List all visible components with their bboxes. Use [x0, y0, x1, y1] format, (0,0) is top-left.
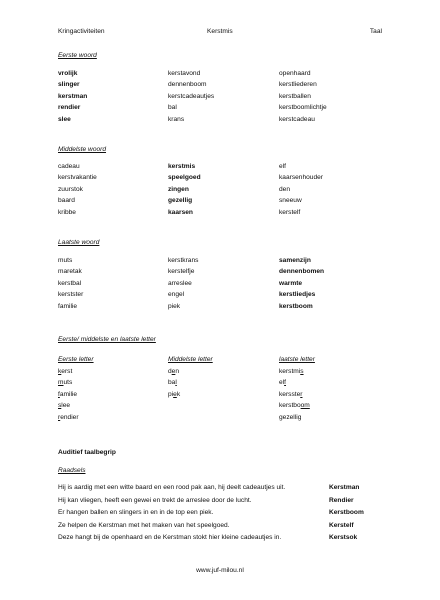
word-cell: vrolijk — [58, 70, 78, 77]
word-cell: krans — [168, 115, 185, 123]
riddle-question: Ze helpen de Kerstman met het maken van het speelgoed. — [58, 521, 230, 529]
riddle-answer: Kerstsok — [329, 534, 358, 542]
highlighted-letter: g — [297, 413, 302, 421]
letter-word: gezellig — [279, 413, 302, 421]
word-cell: dennenboom — [168, 81, 207, 89]
page-header — [58, 28, 382, 38]
letter-word: piek — [168, 390, 181, 398]
header-center: Kerstmis — [207, 28, 233, 35]
word-cell: warmte — [279, 279, 303, 287]
word-cell: zingen — [168, 185, 189, 193]
word-cell: kribbe — [58, 208, 76, 216]
riddle-answer: Kerstelf — [329, 521, 354, 529]
riddle-row — [58, 534, 388, 547]
word-cell: bal — [168, 104, 177, 112]
word-cell: slee — [58, 115, 71, 123]
letter-word: familie — [58, 390, 78, 398]
highlighted-letter: s — [58, 402, 62, 410]
letter-word: den — [168, 368, 180, 375]
word-cell: kerstster — [58, 291, 84, 299]
highlighted-letter: e — [171, 368, 176, 375]
riddle-list — [58, 484, 388, 547]
riddle-question: Hij is aardig met een witte baard en een rood pak aan, hij deelt cadeautjes uit. — [58, 484, 286, 491]
riddle-question: Deze hangt bij de openhaard en de Kerstman stokt hier kleine cadeautjes in. — [58, 534, 282, 542]
word-cell: kaarsen — [168, 208, 193, 216]
letter-word: kersster — [279, 390, 303, 398]
highlighted-letter: f — [58, 390, 60, 398]
riddle-question: Hij kan vliegen, heeft een gewei en trekt de arreslee door de lucht. — [58, 496, 252, 504]
word-cell: den — [279, 185, 291, 193]
riddle-question: Er hangen ballen en slingers in en in de top een piek. — [58, 509, 214, 517]
letter-word: kerstboom — [279, 402, 310, 410]
col-head-middelste: Middelste letter — [168, 356, 213, 363]
word-cell: kerstavond — [168, 70, 201, 77]
letter-column-heads — [58, 356, 378, 366]
word-cell: engel — [168, 291, 185, 299]
highlighted-letter: m — [58, 379, 64, 387]
riddle-row — [58, 522, 388, 535]
letter-word: kerst — [58, 368, 73, 375]
highlighted-letter: f — [284, 379, 286, 387]
section-title-eerste-woord: Eerste woord — [58, 52, 97, 59]
word-cell: sneeuw — [279, 197, 302, 205]
word-cell: kerstcadeautjes — [168, 92, 215, 100]
highlighted-letter: k — [58, 368, 62, 375]
riddle-row — [58, 497, 388, 510]
word-cell: kerstelf — [279, 208, 301, 216]
letter-word: rendier — [58, 413, 79, 421]
highlighted-letter: e — [173, 390, 177, 398]
word-cell: kerstbal — [58, 279, 82, 287]
word-cell: speelgoed — [168, 174, 201, 182]
letter-word: muts — [58, 379, 73, 387]
header-right: Taal — [369, 28, 382, 35]
word-cell: maretak — [58, 268, 82, 276]
word-cell: slinger — [58, 81, 80, 89]
word-cell: baard — [58, 197, 75, 205]
highlighted-letter: om — [300, 402, 310, 410]
word-cell: kerstkrans — [168, 257, 199, 264]
col-head-laatste: laatste letter — [279, 356, 315, 363]
word-cell: kerstvakantie — [58, 174, 97, 182]
word-cell: kerstliedjes — [279, 291, 316, 299]
riddle-answer: Kerstman — [329, 484, 360, 491]
word-cell: gezellig — [168, 197, 193, 205]
highlighted-letter: r — [58, 413, 61, 421]
section-title-laatste-woord: Laatste woord — [58, 239, 100, 246]
highlighted-letter: r — [300, 390, 303, 398]
word-cell: samenzijn — [279, 257, 311, 264]
word-cell: kerstman — [58, 92, 88, 100]
section-subtitle-raadsels: Raadsels — [58, 467, 86, 474]
word-cell: kerstcadeau — [279, 115, 315, 123]
word-cell: kerstboomlichtje — [279, 104, 327, 112]
riddle-answer: Rendier — [329, 496, 354, 504]
section-title-middelste-woord: Middelste woord — [58, 146, 107, 153]
word-cell: kerstballen — [279, 92, 311, 100]
word-cell: rendier — [58, 104, 81, 112]
letter-word: kerstmis — [279, 368, 304, 375]
header-left: Kringactiviteiten — [58, 28, 105, 35]
letter-word: slee — [58, 402, 71, 410]
word-cell: arreslee — [168, 279, 192, 287]
highlighted-letter: l — [175, 379, 177, 387]
word-cell: elf — [279, 163, 286, 170]
word-cell: kerstliederen — [279, 81, 317, 89]
section-title-letters: Eerste/ middelste en laatste letter — [58, 336, 156, 343]
riddle-answer: Kerstboom — [329, 509, 364, 517]
section-title-auditief: Auditief taalbegrip — [58, 449, 116, 456]
col-head-eerste: Eerste letter — [58, 356, 94, 363]
word-cell: kerstmis — [168, 163, 196, 170]
word-cell: kerstelfje — [168, 268, 195, 276]
riddle-row — [58, 484, 388, 497]
word-cell: dennenbomen — [279, 268, 325, 276]
word-cell: piek — [168, 302, 181, 310]
footer-url: www.juf-milou.nl — [196, 567, 244, 574]
letter-word: bal — [168, 379, 177, 387]
word-cell: zuurstok — [58, 185, 83, 193]
highlighted-letter: s — [300, 368, 304, 375]
letter-word: elf — [279, 379, 286, 387]
word-cell: kerstboom — [279, 302, 313, 310]
riddle-row — [58, 509, 388, 522]
word-cell: kaarsenhouder — [279, 174, 323, 182]
word-cell: openhaard — [279, 70, 311, 77]
word-cell: muts — [58, 257, 73, 264]
word-cell: cadeau — [58, 163, 80, 170]
word-cell: familie — [58, 302, 78, 310]
